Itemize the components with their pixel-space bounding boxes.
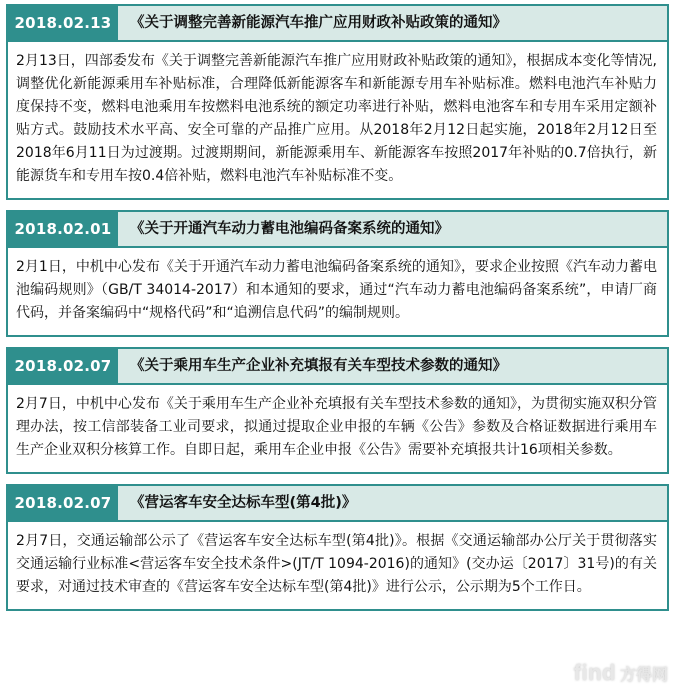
notice-header	[8, 486, 667, 522]
watermark-logo	[574, 660, 668, 686]
notice-card	[6, 210, 669, 337]
notice-body: 2月1日，中机中心发布《关于开通汽车动力蓄电池编码备案系统的通知》，要求企业按照《汽车动力蓄电池编码规则》（GB/T 34014-2017）和本通知的要求，通过“汽车动力蓄电池编码备案系统”，申请厂商代码，并备案编码中“规格代码”和“追溯信息代码”的编制规则。	[16, 259, 657, 321]
notice-body: 2月13日，四部委发布《关于调整完善新能源汽车推广应用财政补贴政策的通知》，根据成本变化等情况,调整优化新能源乘用车补贴标准，合理降低新能源客车和新能源专用车补贴标准。燃料电池汽车补贴力度保持不变，燃料电池乘用车按燃料电池系统的额定功率进行补贴，燃料电池客车和专用车采用定额补贴方式。鼓励技术水平高、安全可靠的产品推广应用。从2018年2月12日起实施，2018年2月12日至2018年6月11日为过渡期。过渡期期间，新能源乘用车、新能源客车按照2017年补贴的0.7倍执行，新能源货车和专用车按0.4倍补贴，燃料电池汽车补贴标准不变。	[16, 53, 657, 184]
notice-title: 《关于开通汽车动力蓄电池编码备案系统的通知》	[118, 212, 667, 246]
notice-body: 2月7日，中机中心发布《关于乘用车生产企业补充填报有关车型技术参数的通知》，为贯彻实施双积分管理办法，按工信部装备工业司要求，拟通过提取企业申报的车辆《公告》参数及合格证数据进行乘用车生产企业双积分核算工作。自即日起，乘用车企业申报《公告》需要补充填报共计16项相关参数。	[16, 396, 657, 458]
notice-date: 2018.02.01	[14, 220, 112, 238]
notice-header	[8, 212, 667, 248]
notice-date: 2018.02.13	[14, 14, 112, 32]
notice-header	[8, 349, 667, 385]
notice-list	[6, 4, 669, 611]
notice-card	[6, 4, 669, 200]
notice-card	[6, 347, 669, 474]
notice-title: 《关于调整完善新能源汽车推广应用财政补贴政策的通知》	[118, 6, 667, 40]
watermark-cn: 方得网	[619, 667, 668, 684]
notice-card	[6, 484, 669, 611]
notice-body: 2月7日，交通运输部公示了《营运客车安全达标车型(第4批)》。根据《交通运输部办公厅关于贯彻落实交通运输行业标准<营运客车安全技术条件>(JT/T 1094-2016)的通知》(交办运〔2017〕31号)的有关要求，对通过技术审查的《营运客车安全达标车型(第4批)》进行公示，公示期为5个工作日。	[16, 533, 657, 595]
notice-title: 《营运客车安全达标车型(第4批)》	[118, 486, 667, 520]
notice-date: 2018.02.07	[14, 357, 112, 375]
watermark-latin: find	[573, 660, 616, 685]
notice-date: 2018.02.07	[14, 494, 112, 512]
notice-title: 《关于乘用车生产企业补充填报有关车型技术参数的通知》	[118, 349, 667, 383]
notice-header	[8, 6, 667, 42]
